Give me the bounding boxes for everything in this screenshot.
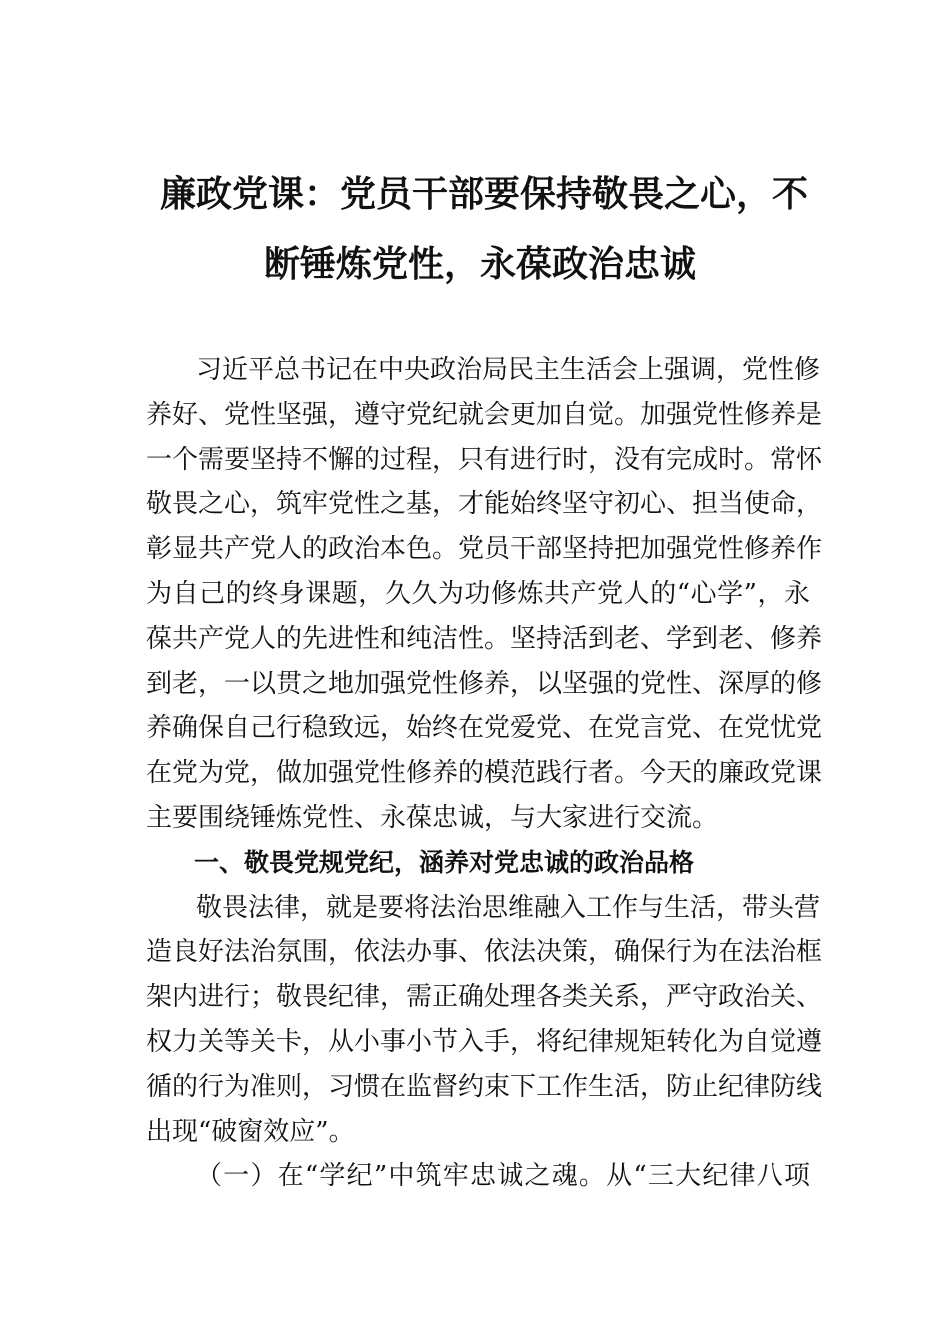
paragraph-line: 主要围绕锤炼党性、永葆忠诚，与大家进行交流。 [146, 802, 719, 833]
paragraph-line: 敬畏之心，筑牢党性之基，才能始终坚守初心、担当使命， [146, 489, 823, 520]
paragraph-section-1 [146, 886, 823, 1155]
paragraph-line: 敬畏法律，就是要将法治思维融入工作与生活，带头营 [196, 892, 821, 923]
paragraph-line: 为自己的终身课题，久久为功修炼共产党人的“心学”，永 [146, 578, 810, 609]
document-title [150, 160, 810, 300]
paragraph-line: 养确保自己行稳致远，始终在党爱党、在党言党、在党忧党 [146, 713, 823, 744]
paragraph-line: 到老，一以贯之地加强党性修养，以坚强的党性、深厚的修 [146, 668, 823, 699]
paragraph-line: 权力关等关卡，从小事小节入手，将纪律规矩转化为自觉遵 [146, 1026, 823, 1057]
paragraph-line: （一）在“学纪”中筑牢忠诚之魂。从“三大纪律八项 [196, 1161, 810, 1192]
paragraph-line: 造良好法治氛围，依法办事、依法决策，确保行为在法治框 [146, 937, 823, 968]
paragraph-intro [146, 348, 823, 841]
paragraph-line: 葆共产党人的先进性和纯洁性。坚持活到老、学到老、修养 [146, 623, 823, 654]
paragraph-line: 出现“破窗效应”。 [146, 1116, 355, 1147]
paragraph-line: 在党为党，做加强党性修养的模范践行者。今天的廉政党课 [146, 758, 823, 789]
title-line-2: 断锤炼党性，永葆政治忠诚 [263, 244, 696, 285]
paragraph-line: 养好、党性坚强，遵守党纪就会更加自觉。加强党性修养是 [146, 399, 823, 430]
document-body [146, 348, 823, 1199]
title-line-1: 廉政党课：党员干部要保持敬畏之心，不 [160, 174, 809, 215]
section-heading-1: 一、敬畏党规党纪，涵养对党忠诚的政治品格 [194, 847, 695, 877]
paragraph-subsection-1 [146, 1154, 810, 1199]
paragraph-line: 循的行为准则，习惯在监督约束下工作生活，防止纪律防线 [146, 1071, 823, 1102]
paragraph-line: 彰显共产党人的政治本色。党员干部坚持把加强党性修养作 [146, 534, 823, 565]
paragraph-line: 一个需要坚持不懈的过程，只有进行时，没有完成时。常怀 [146, 444, 823, 475]
paragraph-line: 习近平总书记在中央政治局民主生活会上强调，党性修 [196, 355, 821, 385]
paragraph-line: 架内进行；敬畏纪律，需正确处理各类关系，严守政治关、 [146, 982, 823, 1013]
